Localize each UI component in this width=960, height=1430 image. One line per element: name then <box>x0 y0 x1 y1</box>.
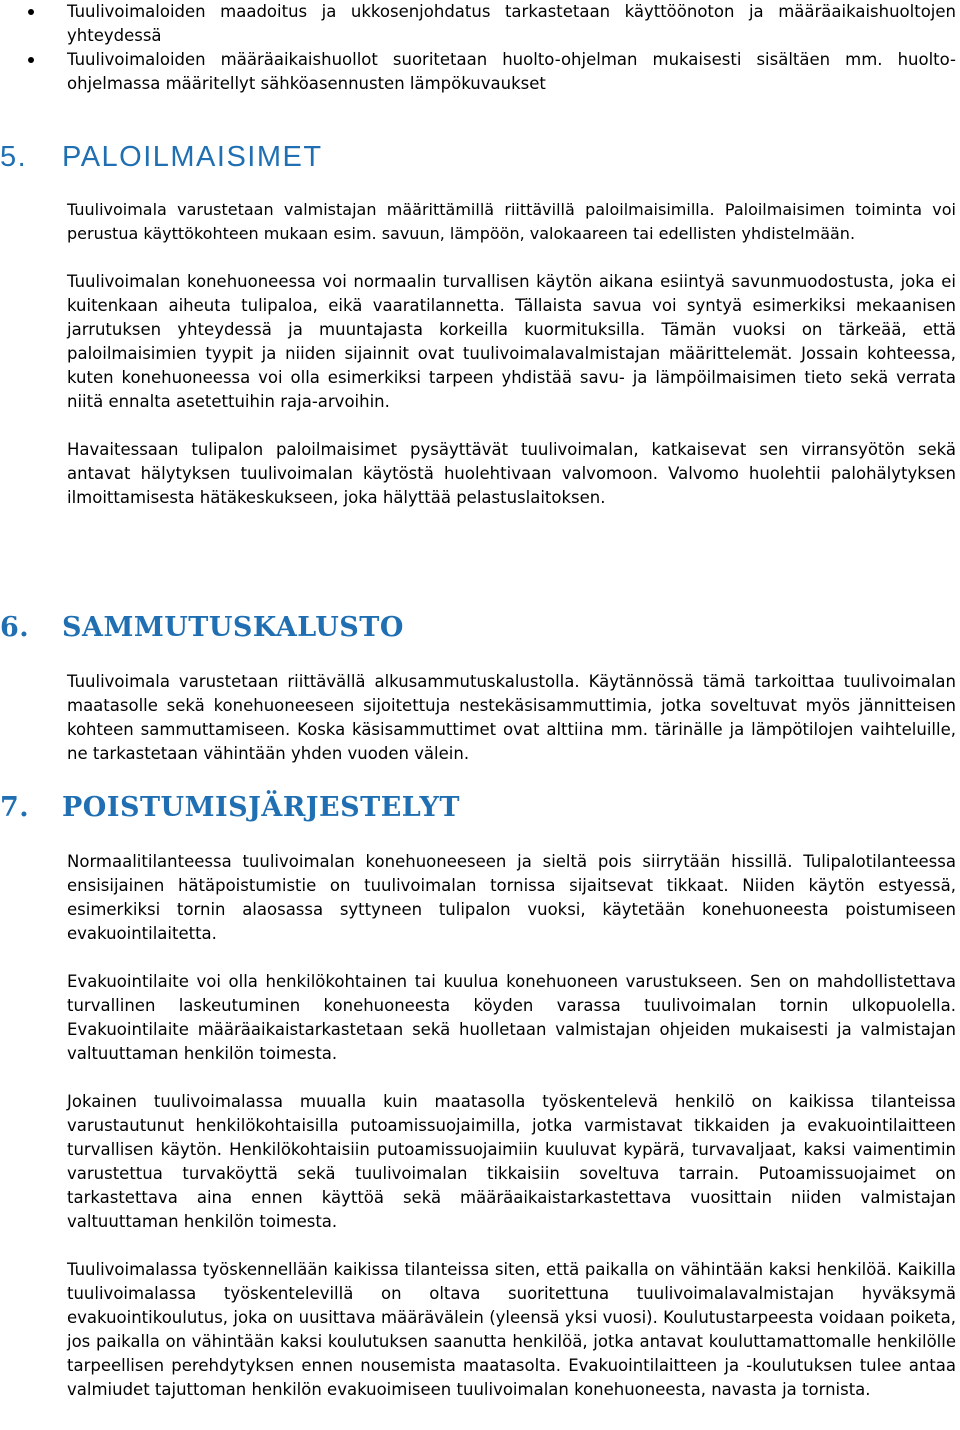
bullet-icon <box>28 57 34 63</box>
bullet-list <box>0 0 956 96</box>
section-title: SAMMUTUSKALUSTO <box>62 612 404 643</box>
section-title: POISTUMISJÄRJESTELYT <box>62 792 460 823</box>
paragraph: Normaalitilanteessa tuulivoimalan konehuoneeseen ja sieltä pois siirrytään hissillä. Tulipalotilanteessa ensisijainen hätäpoistumistie on tuulivoimalan tornissa sijaitsevat tikkaat. Niiden käytön estyessä, esimerkiksi tornin alaosassa syttyneen tulipalon vuoksi, käytetään konehuoneesta poistumiseen evakuointilaitetta. <box>67 852 956 943</box>
section-heading <box>0 140 956 174</box>
paragraph: Tuulivoimalan konehuoneessa voi normaalin turvallisen käytön aikana esiintyä savunmuodostusta, joka ei kuitenkaan aiheuta tulipaloa, eikä vaaratilannetta. Tällaista savua voi syntyä esimerkiksi mekaanisen jarrutuksen yhteydessä ja muuntajasta korkeilla kuormituksilla. Tämän vuoksi on tärkeää, että paloilmaisimien tyypit ja niiden sijainnit ovat tuulivoimalavalmistajan määrittelemät. Jossain kohteessa, kuten konehuoneessa voi olla esimerkiksi tarpeen yhdistää savu- ja lämpöilmaisimen tieto sekä verrata niitä ennalta asetettuihin raja-arvoihin. <box>67 272 956 411</box>
list-item <box>0 48 956 96</box>
list-item <box>0 0 956 48</box>
section-paloilmaisimet <box>0 140 956 510</box>
paragraph: Jokainen tuulivoimalassa muualla kuin maatasolla työskentelevä henkilö on kaikissa tilanteissa varustautunut henkilökohtaisilla putoamissuojaimilla, jotka varmistavat tikkaiden ja evakuointilaitteen turvallisen käytön. Henkilökohtaisiin putoamissuojaimiin kuuluvat kypärä, turvavaljaat, kaksi vaimentimin varustettua turvaköyttä sekä tuulivoimalan tikkaisiin soveltuva tarrain. Putoamissuojaimet on tarkastettava aina ennen käyttöä sekä määräaikaistarkastettava vuosittain niiden valmistajan valtuuttaman henkilön toimesta. <box>67 1092 956 1231</box>
section-sammutuskalusto <box>0 611 956 766</box>
section-heading <box>0 791 956 825</box>
bullet-text: Tuulivoimaloiden maadoitus ja ukkosenjohdatus tarkastetaan käyttöönoton ja määräaikaishuoltojen yhteydessä <box>67 2 956 45</box>
section-number: 5. <box>0 141 28 173</box>
paragraph: Havaitessaan tulipalon paloilmaisimet pysäyttävät tuulivoimalan, katkaisevat sen virransyötön sekä antavat hälytyksen tuulivoimalan käytöstä huolehtivaan valvomoon. Valvomo huolehtii palohälytyksen ilmoittamisesta hätäkeskukseen, joka hälyttää pelastuslaitoksen. <box>67 440 956 507</box>
section-number: 6. <box>0 612 30 643</box>
section-number: 7. <box>0 792 30 823</box>
bullet-icon <box>28 9 34 15</box>
section-poistumisjarjestelyt <box>0 791 956 1402</box>
paragraph: Tuulivoimalassa työskennellään kaikissa tilanteissa siten, että paikalla on vähintään kaksi henkilöä. Kaikilla tuulivoimalassa työskentelevillä on oltava suoritettuna tuulivoimalavalmistajan hyväksymä evakuointikoulutus, joka on uusittava määrävälein (yleensä yksi vuosi). Koulutustarpeesta voidaan poiketa, jos paikalla on vähintään kaksi koulutuksen saanutta henkilöä, jotka antavat kouluttamattomalle henkilölle tarpeellisen perehdytyksen ennen nousemista maatasolta. Evakuointilaitteen ja -koulutuksen tulee antaa valmiudet tajuttoman henkilön evakuoimiseen tuulivoimalan konehuoneesta, navasta ja tornista. <box>67 1260 956 1399</box>
section-title: PALOILMAISIMET <box>62 141 323 173</box>
paragraph: Evakuointilaite voi olla henkilökohtainen tai kuulua konehuoneen varustukseen. Sen on mahdollistettava turvallinen laskeutuminen konehuoneesta köyden varassa tuulivoimalan tornin ulkopuolella. Evakuointilaite määräaikaistarkastetaan sekä huolletaan valmistajan ohjeiden mukaisesti ja valmistajan valtuuttaman henkilön toimesta. <box>67 972 956 1063</box>
paragraph: Tuulivoimala varustetaan valmistajan määrittämillä riittävillä paloilmaisimilla. Paloilmaisimen toiminta voi perustua käyttökohteen mukaan esim. savuun, lämpöön, valokaareen tai edellisten yhdistelmään. <box>67 200 956 243</box>
paragraph: Tuulivoimala varustetaan riittävällä alkusammutuskalustolla. Käytännössä tämä tarkoittaa tuulivoimalan maatasolle sekä konehuoneeseen sijoitettuja nestekäsisammuttimia, jotka soveltuvat myös jännitteisen kohteen sammuttamiseen. Koska käsisammuttimet ovat alttiina mm. tärinälle ja lämpötilojen vaihteluille, ne tarkastetaan vähintään yhden vuoden välein. <box>67 672 956 763</box>
bullet-text: Tuulivoimaloiden määräaikaishuollot suoritetaan huolto-ohjelman mukaisesti sisältäen mm. huolto-ohjelmassa määritellyt sähköasennusten lämpökuvaukset <box>67 50 956 93</box>
section-heading <box>0 611 956 645</box>
